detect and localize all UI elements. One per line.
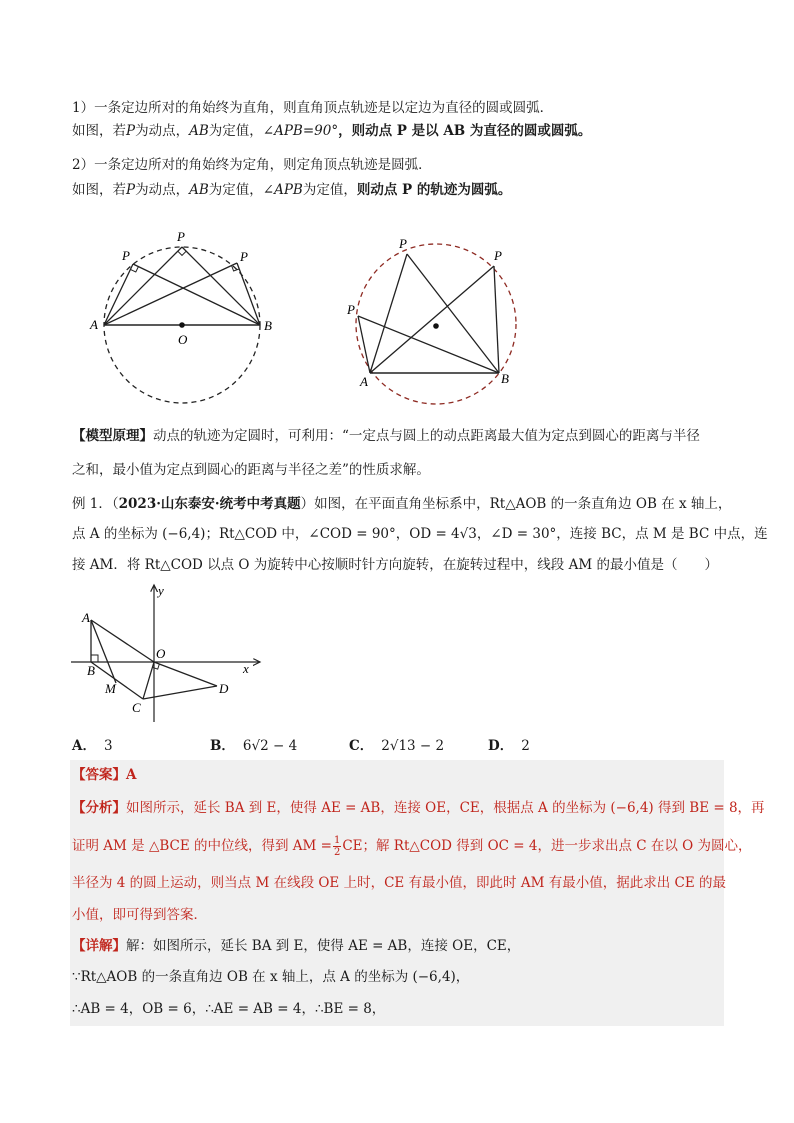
label-o: O [178,332,188,347]
rule2-mid3: 为定值， [302,182,357,198]
option-b[interactable] [210,737,297,755]
figure-right-angle-locus [88,228,278,393]
rule2-statement [72,181,511,199]
rule1-angle: ∠APB=90° [262,123,339,139]
fraction-denominator: 2 [333,847,341,858]
example-line2: 点 A 的坐标为 (−6,4)；Rt△COD 中，∠COD = 90°，OD = 4√3，∠D = 30°，连接 BC，点 M 是 BC 中点，连 [72,526,768,542]
example-line3: 接 AM．将 Rt△COD 以点 O 为旋转中心按顺时针方向旋转，在旋转过程中，线段 AM 的最小值是（ ） [72,557,718,573]
segment-a-p3 [104,263,237,325]
right-angle-mark-b [91,655,98,662]
option-a[interactable] [72,737,113,755]
label-a: A [360,374,368,389]
rule1-mid1: 为动点， [135,123,190,139]
center-dot [433,323,439,329]
analysis-text-1: 如图所示，延长 BA 到 E，使得 AE = AB，连接 OE，CE，根据点 A 的坐标为 (−6,4) 得到 BE = 8，再 [126,800,765,816]
rule1-statement [72,122,591,140]
label-a: A [90,317,98,332]
answer-tag: 【答案】 [72,767,126,783]
detail-tag: 【详解】 [72,938,126,954]
right-angle-mark-2 [178,251,186,255]
segment-a-p-right [370,266,494,373]
rule2-mid1: 为动点， [135,182,190,198]
label-p-right: P [494,248,502,263]
fraction-numerator: 1 [333,835,341,846]
analysis-line2 [72,835,752,858]
model-tag: 【模型原理】 [72,428,153,444]
detail-line2: ∵Rt△AOB 的一条直角边 OB 在 x 轴上，点 A 的坐标为 (−6,4)， [72,969,470,985]
model-principle-line2: 之和，最小值为定点到圆心的距离与半径之差”的性质求解。 [72,462,430,478]
analysis-line4: 小值，即可得到答案． [72,907,207,923]
rule2-p: P [126,182,136,198]
segment-a-o [91,620,154,662]
analysis-text-2b: CE；解 Rt△COD 得到 OC = 4，进一步求出点 C 在以 O 为圆心， [342,838,752,854]
rule2-title: 2）一条定边所对的角始终为定角，则定角顶点轨迹是圆弧． [72,157,432,173]
rule2-pre: 如图，若 [72,182,126,198]
label-p2: P [177,229,185,244]
detail-line1 [72,937,520,955]
label-b: B [264,318,272,333]
detail-line3: ∴AB = 4，OB = 6，∴AE = AB = 4，∴BE = 8， [72,1001,386,1017]
rule1-mid2: 为定值， [208,123,263,139]
option-d-text: 2 [521,738,530,754]
example-source: 2023·山东泰安·统考中考真题 [118,496,301,512]
rule1-conclusion: ，则动点 P 是以 AB 为直径的圆或圆弧。 [338,123,592,139]
rule2-mid2: 为定值， [208,182,263,198]
option-c[interactable] [349,737,444,755]
label-p3: P [240,249,248,264]
label-p-left: P [347,302,355,317]
example-line1 [72,495,731,513]
label-d: D [219,681,229,696]
figure-fixed-angle-locus [344,234,519,394]
rule1-p: P [126,123,136,139]
rule2-conclusion: 则动点 P 的轨迹为圆弧。 [356,182,512,198]
label-b: B [87,663,95,678]
model-principle-line1 [72,427,700,445]
option-c-letter: C． [349,738,374,754]
label-c: C [132,700,141,715]
center-o-dot [179,322,185,328]
label-x: x [243,661,249,676]
rule2-angle: ∠APB [262,182,303,198]
rule1-ab: AB [189,123,209,139]
segment-a-p1 [104,264,133,325]
detail-text-1: 解：如图所示，延长 BA 到 E，使得 AE = AB，连接 OE，CE， [126,938,521,954]
answer-line [72,766,136,784]
rule2-ab: AB [189,182,209,198]
segment-a-p2 [104,247,182,325]
label-o: O [156,646,166,661]
option-b-text: 6√2 − 4 [242,738,298,754]
segment-p-right-b [494,266,499,373]
example-prefix: 例 1．（ [72,496,119,512]
figure-coordinate-system [68,582,268,727]
label-a: A [82,610,90,625]
analysis-text-2a: 证明 AM 是 △BCE 的中位线，得到 AM = [72,838,332,854]
option-d[interactable] [488,737,530,755]
segment-a-p-left [358,316,370,373]
label-b: B [501,371,509,386]
option-a-text: 3 [103,738,113,754]
label-m: M [105,681,116,696]
option-b-letter: B． [210,738,235,754]
rule1-pre: 如图，若 [72,123,126,139]
label-y: y [158,583,164,598]
label-p1: P [122,248,130,263]
rule1-title: 1）一条定边所对的角始终为直角，则直角顶点轨迹是以定边为直径的圆或圆弧． [72,100,554,116]
answer-value: A [126,767,137,783]
example-line1-rest: ）如图，在平面直角坐标系中，Rt△AOB 的一条直角边 OB 在 x 轴上， [300,496,732,512]
label-p-top: P [399,236,407,251]
segment-b-c [91,662,143,699]
option-d-letter: D． [488,738,514,754]
analysis-tag: 【分析】 [72,800,126,816]
segment-p2-b [182,247,260,325]
model-text-1: 动点的轨迹为定圆时，可利用：“一定点与圆上的动点距离最大值为定点到圆心的距离与半径 [153,428,700,444]
analysis-line3: 半径为 4 的圆上运动，则当点 M 在线段 OE 上时，CE 有最小值，即此时 AM 有最小值，据此求出 CE 的最 [72,875,726,891]
analysis-line1 [72,799,765,817]
option-a-letter: A． [72,738,96,754]
option-c-text: 2√13 − 2 [381,738,445,754]
fraction-one-half [333,835,341,858]
segment-p-top-b [407,254,499,373]
segment-o-d [154,662,217,686]
